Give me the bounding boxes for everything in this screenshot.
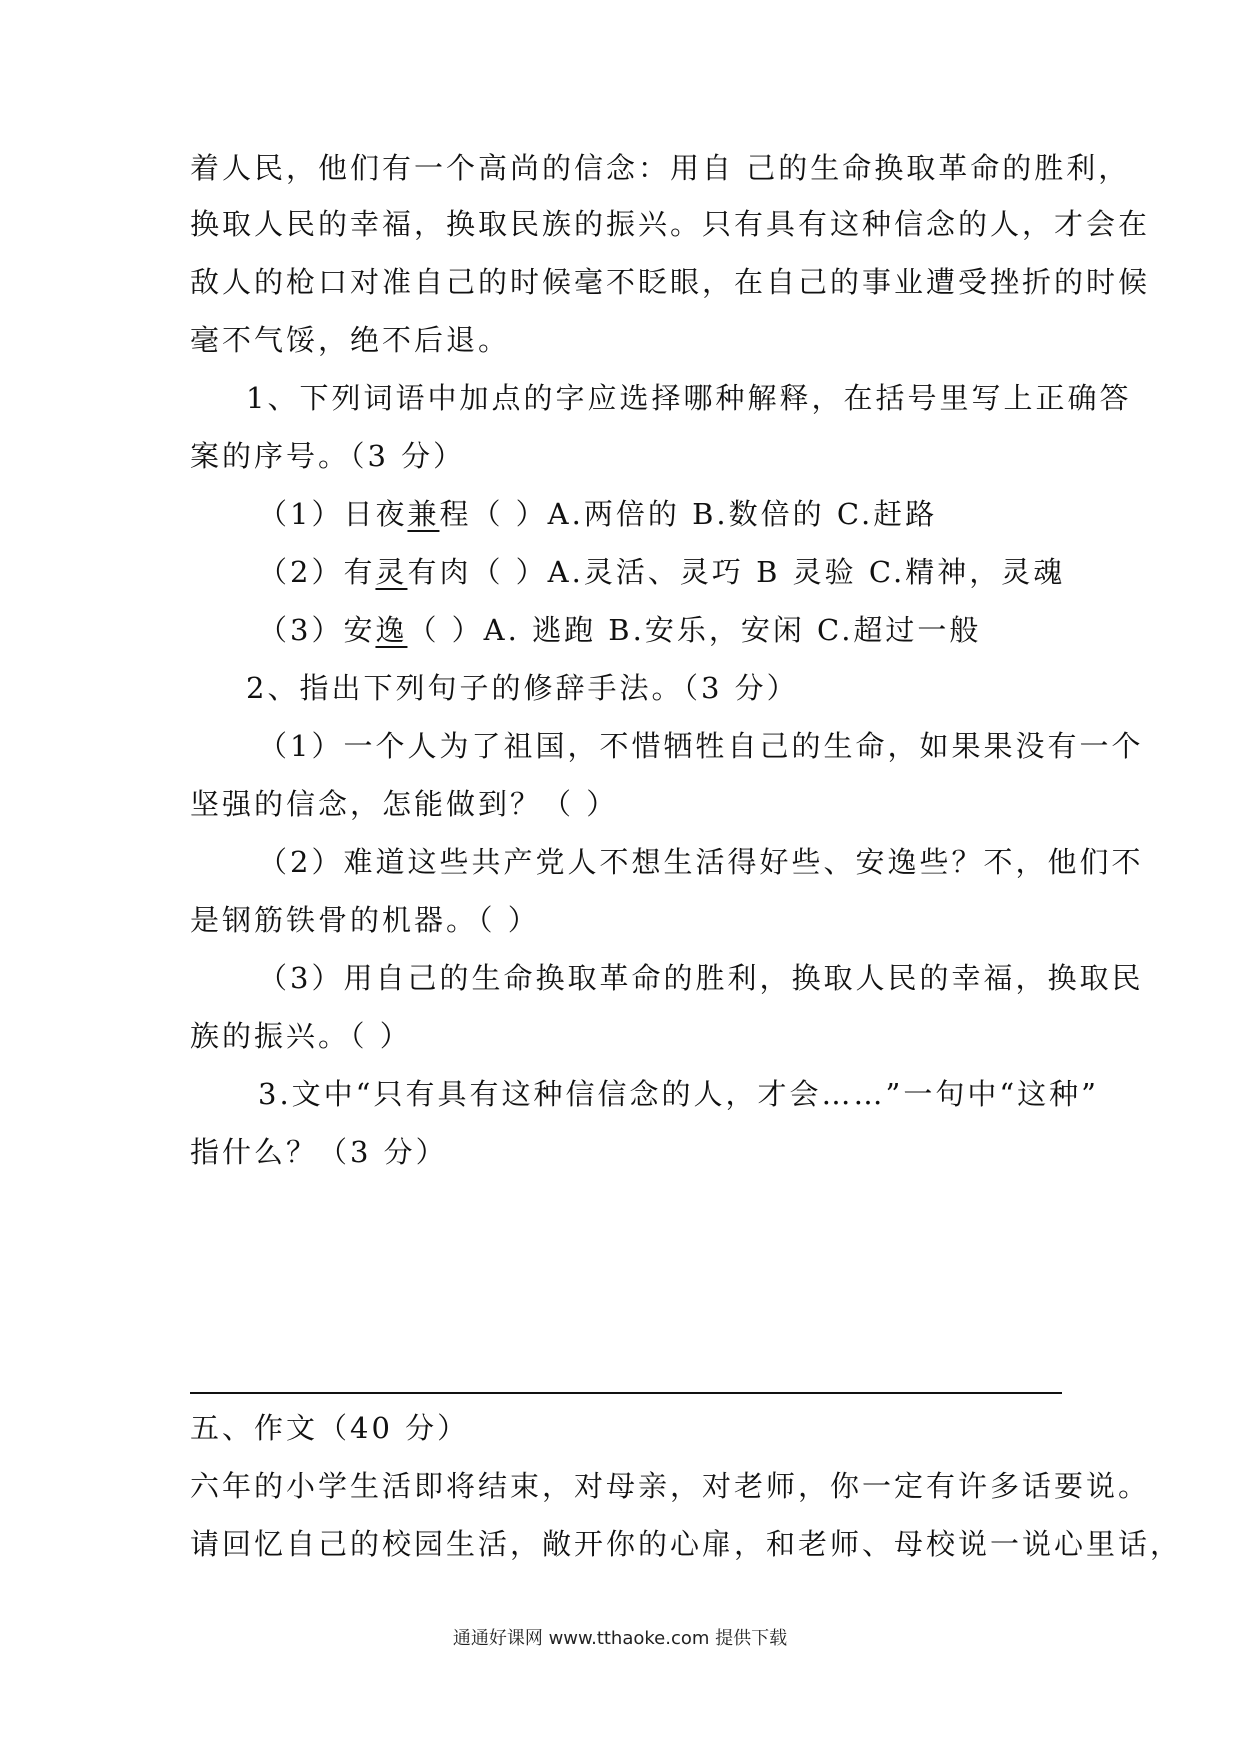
passage-line: 换取人民的幸福，换取民族的振兴。只有具有这种信念的人，才会在 (190, 207, 1151, 241)
question-3-prompt-cont: 指什么？（3 分） (190, 1135, 448, 1169)
question-1-item (258, 610, 981, 650)
dotted-char: 逸 (375, 613, 408, 647)
item-text: （ ）A. 逃跑 B.安乐，安闲 C.超过一般 (407, 613, 982, 647)
composition-text: 六年的小学生活即将结束，对母亲，对老师，你一定有许多话要说。 (190, 1469, 1151, 1503)
question-1-prompt: 1、下列词语中加点的字应选择哪种解释，在括号里写上正确答 (246, 381, 1132, 415)
question-1-item (258, 494, 937, 534)
dotted-char: 灵 (375, 555, 408, 589)
item-text: 程（ ）A.两倍的 B.数倍的 C.赶路 (439, 497, 938, 531)
composition-text: 请回忆自己的校园生活，敞开你的心扉，和老师、母校说一说心里话， (190, 1527, 1183, 1561)
item-text: （2）有 (258, 555, 376, 589)
question-2-item: （2）难道这些共产党人不想生活得好些、安逸些？不，他们不 (258, 845, 1144, 879)
question-2-item-cont: 坚强的信念，怎能做到？（ ） (190, 787, 619, 821)
item-text: 有肉（ ）A.灵活、灵巧 B 灵验 C.精神，灵魂 (407, 555, 1066, 589)
question-2-item: （1）一个人为了祖国，不惜牺牲自己的生命，如果果没有一个 (258, 729, 1144, 763)
composition-title: 五、作文（40 分） (190, 1411, 470, 1445)
passage-line: 敌人的枪口对准自己的时候毫不眨眼，在自己的事业遭受挫折的时候 (190, 265, 1151, 299)
page-footer: 通通好课网 www.tthaoke.com 提供下载 (452, 1628, 788, 1649)
question-2-item-cont: 是钢筋铁骨的机器。（ ） (190, 903, 540, 937)
passage-line: 毫不气馁，绝不后退。 (190, 323, 511, 357)
question-2-item-cont: 族的振兴。（ ） (190, 1019, 412, 1053)
question-1-item (258, 552, 1065, 592)
item-text: （1）日夜 (258, 497, 408, 531)
section-divider (190, 1392, 1062, 1394)
question-1-prompt-cont: 案的序号。（3 分） (190, 439, 466, 473)
item-text: （3）安 (258, 613, 376, 647)
dotted-char: 兼 (407, 497, 440, 531)
passage-line: 着人民，他们有一个高尚的信念：用自 己的生命换取革命的胜利， (190, 151, 1131, 185)
question-3-prompt: 3.文中“只有具有这种信信念的人，才会……”一句中“这种” (258, 1077, 1099, 1111)
question-2-prompt: 2、指出下列句子的修辞手法。（3 分） (246, 671, 799, 705)
question-2-item: （3）用自己的生命换取革命的胜利，换取人民的幸福，换取民 (258, 961, 1144, 995)
